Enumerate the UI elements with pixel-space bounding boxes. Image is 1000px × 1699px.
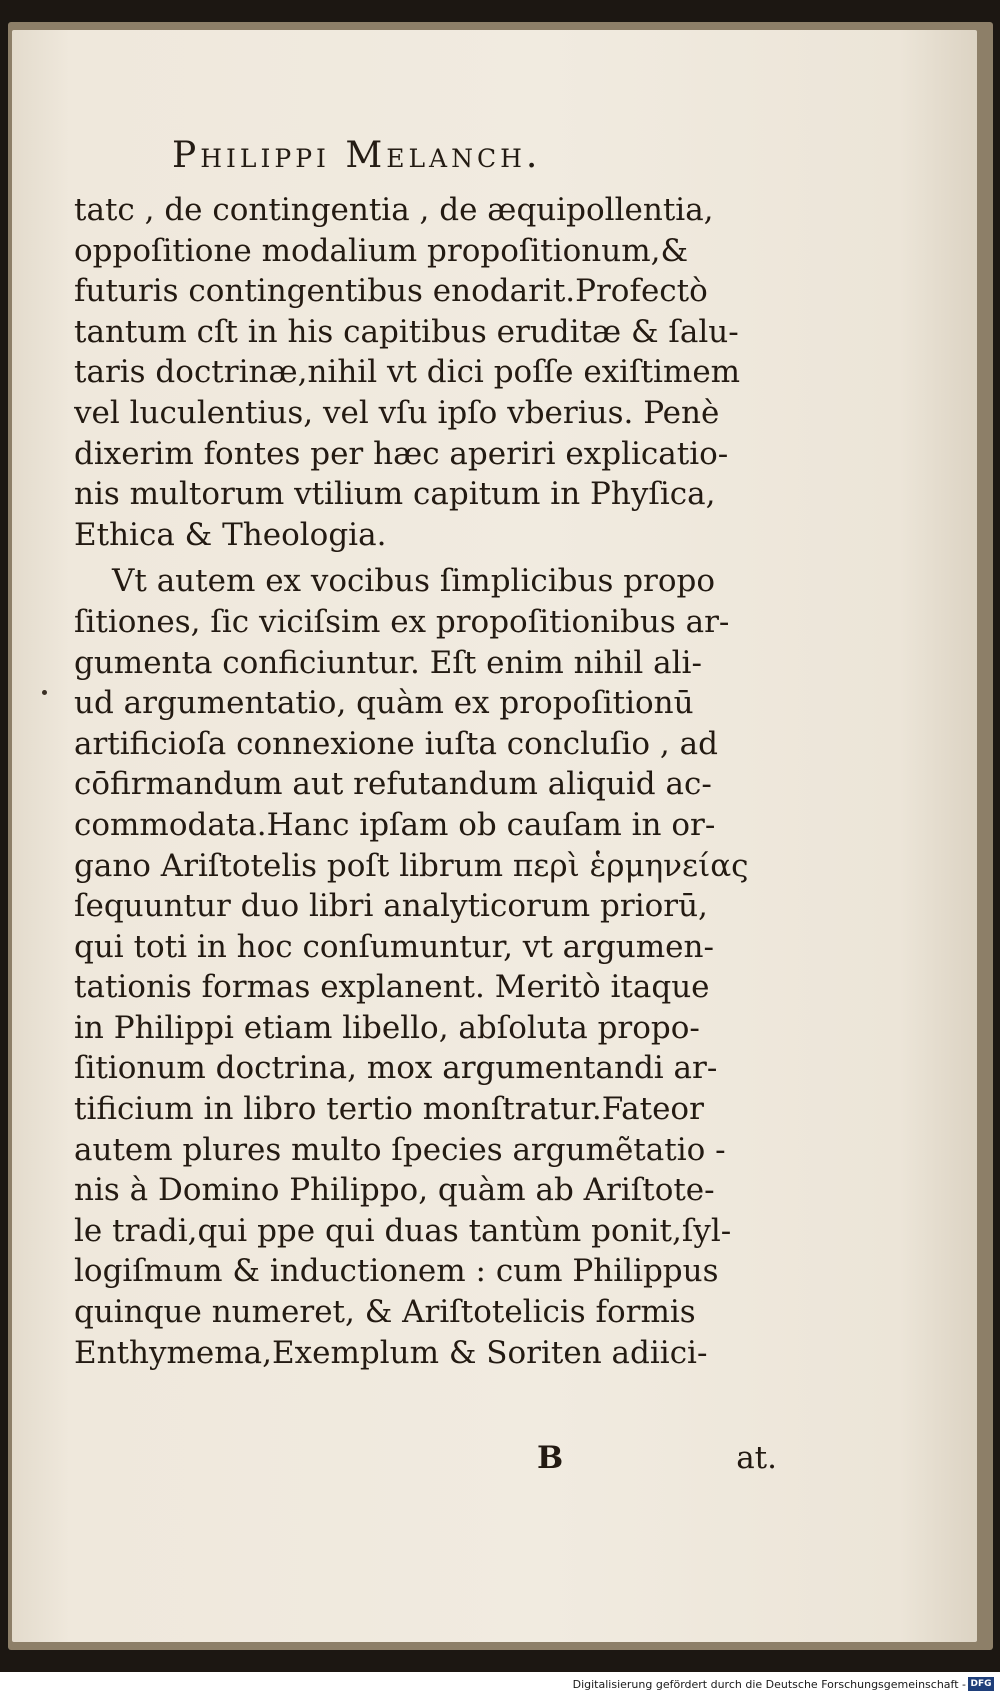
- dfg-logo: DFG: [968, 1677, 994, 1691]
- signature-mark: B: [537, 1440, 564, 1476]
- running-head: Philippi Melanch.: [172, 135, 542, 176]
- text-line: tantum cſt in his capitibus eruditæ & ſalu-: [74, 313, 739, 350]
- text-line: vel luculentius, vel vſu ipſo vberius. Penè: [74, 394, 720, 431]
- text-line: tatc , de contingentia , de æquipollentia,: [74, 192, 714, 228]
- body-text: [74, 190, 774, 1373]
- text-line: logiſmum & inductionem : cum Philippus: [74, 1253, 719, 1290]
- text-line: ſitiones, ſic viciſsim ex propoſitionibus ar-: [74, 603, 730, 640]
- footer-bar: [0, 1672, 1000, 1699]
- digitization-credit: Digitalisierung gefördert durch die Deutsche Forschungsgemeinschaft -: [572, 1678, 966, 1691]
- text-line: commodata.Hanc ipſam ob cauſam in or-: [74, 806, 716, 843]
- text-line: ud argumentatio, quàm ex propoſitionū: [74, 685, 694, 722]
- text-line: nis multorum vtilium capitum in Phyſica,: [74, 476, 716, 513]
- text-line: ſequuntur duo libri analyticorum priorū,: [74, 888, 708, 925]
- text-line: quinque numeret, & Ariſtotelicis formis: [74, 1294, 696, 1331]
- text-line: in Philippi etiam libello, abſoluta propo-: [74, 1009, 700, 1046]
- text-line: futuris contingentibus enodarit.Profectò: [74, 273, 708, 310]
- text-line: artificioſa connexione iuſta concluſio , ad: [74, 725, 718, 762]
- text-line: nis à Domino Philippo, quàm ab Ariſtote-: [74, 1172, 715, 1209]
- text-line: gumenta conficiuntur. Eſt enim nihil ali-: [74, 644, 702, 681]
- text-line: le tradi,qui ppe qui duas tantùm ponit,ſyl-: [74, 1212, 732, 1249]
- catchword: at.: [736, 1440, 777, 1476]
- text-line: Ethica & Theologia.: [74, 516, 387, 553]
- text-line: ſitionum doctrina, mox argumentandi ar-: [74, 1050, 718, 1087]
- text-line: taris doctrinæ,nihil vt dici poſſe exiſtimem: [74, 354, 741, 391]
- text-line: cōfirmandum aut refutandum aliquid ac-: [74, 766, 712, 803]
- text-line: Vt autem ex vocibus ſimplicibus propo: [112, 563, 716, 600]
- text-line: gano Ariſtotelis poſt librum περὶ ἑρμηνείας: [74, 847, 749, 884]
- ink-speck: [42, 690, 47, 695]
- text-line: oppoſitione modalium propoſitionum,&: [74, 232, 689, 269]
- text-line: qui toti in hoc conſumuntur, vt argumen-: [74, 928, 714, 965]
- text-line: dixerim fontes per hæc aperiri explicatio-: [74, 435, 729, 472]
- signature-line: [537, 1440, 777, 1480]
- text-line: Enthymema,Exemplum & Soriten adiici-: [74, 1334, 708, 1371]
- text-line: tificium in libro tertio monſtratur.Fateor: [74, 1091, 704, 1128]
- book-page: [12, 30, 977, 1642]
- text-line: autem plures multo ſpecies argumẽtatio -: [74, 1131, 726, 1168]
- text-line: tationis formas explanent. Meritò itaque: [74, 969, 710, 1006]
